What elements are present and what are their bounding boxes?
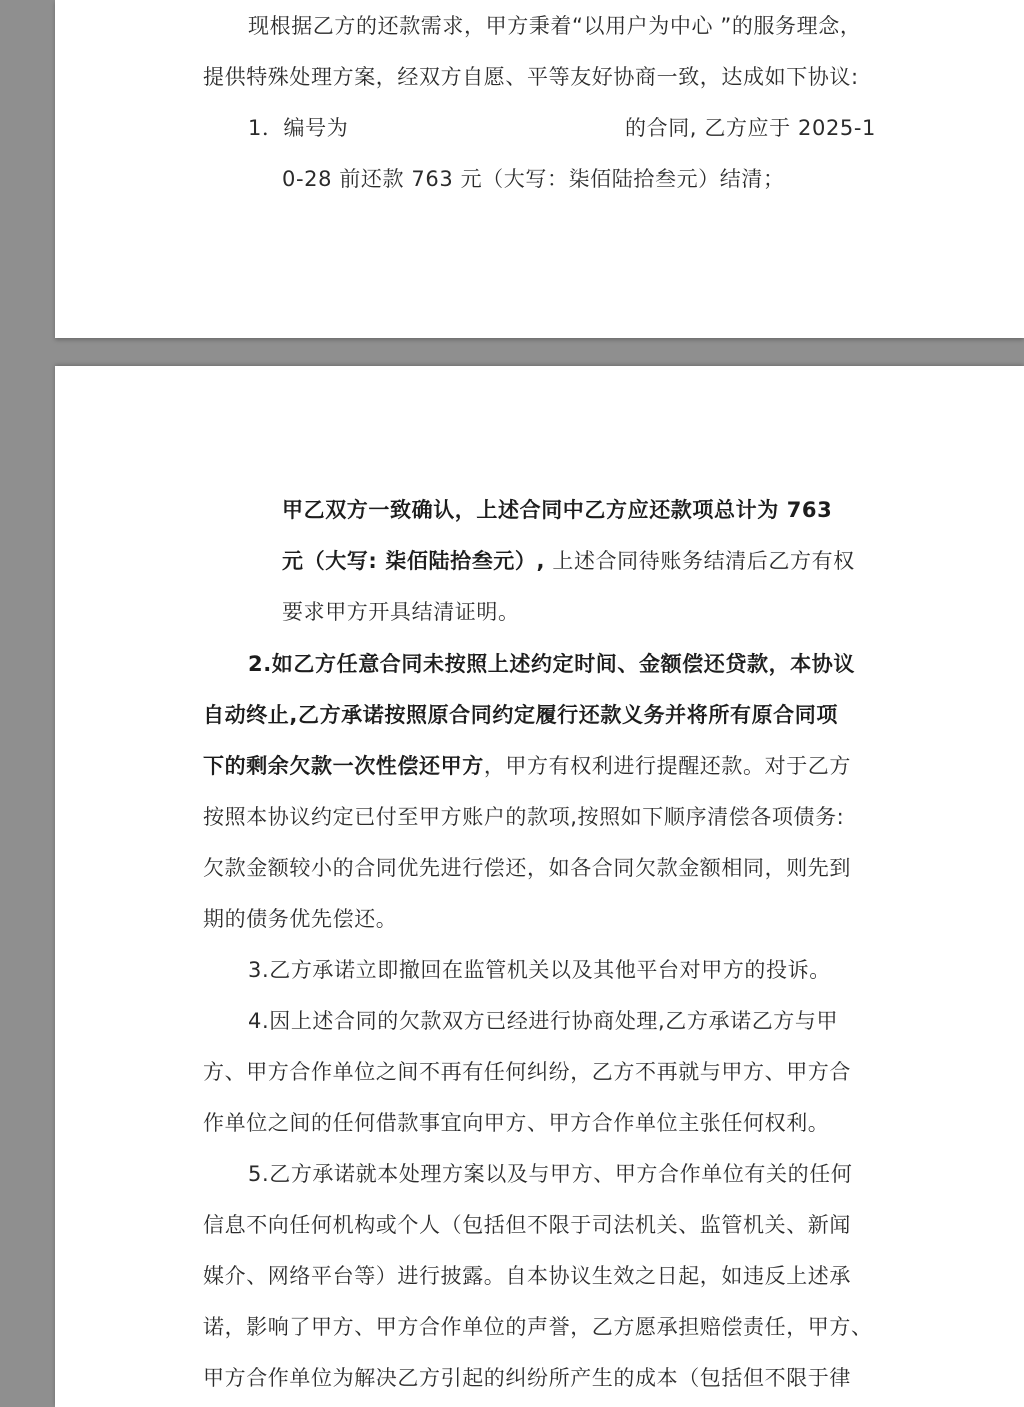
item-2-line: 期的债务优先偿还。 [203, 907, 398, 931]
item-2-line: 按照本协议约定已付至甲方账户的款项,按照如下顺序清偿各项债务: [203, 805, 845, 829]
item-4-line: 方、甲方合作单位之间不再有任何纠纷，乙方不再就与甲方、甲方合 [203, 1060, 851, 1084]
item-3-line: 3.乙方承诺立即撤回在监管机关以及其他平台对甲方的投诉。 [248, 958, 831, 982]
paragraph-line: 提供特殊处理方案，经双方自愿、平等友好协商一致，达成如下协议: [203, 65, 859, 89]
item-5-line: 诺，影响了甲方、甲方合作单位的声誉，乙方愿承担赔偿责任，甲方、 [203, 1315, 873, 1339]
item-5-line: 媒介、网络平台等）进行披露。自本协议生效之日起，如违反上述承 [203, 1264, 851, 1288]
document-page-1 [55, 0, 1024, 338]
item-1-text-continued: 0-28 前还款 763 元（大写：柒佰陆拾叁元）结清； [282, 167, 785, 191]
confirm-bold-text: 元（大写: 柒佰陆拾叁元）, [282, 549, 546, 573]
redaction-mask [353, 112, 623, 146]
item-1-number-label: 1．编号为 [248, 116, 349, 140]
item-2-plain-text: ，甲方有权利进行提醒还款。对于乙方 [483, 754, 852, 778]
item-2-line: 欠款金额较小的合同优先进行偿还，如各合同欠款金额相同，则先到 [203, 856, 851, 880]
item-2-line: 自动终止,乙方承诺按照原合同约定履行还款义务并将所有原合同项 [203, 703, 838, 727]
item-1-text: 的合同, 乙方应于 2025-1 [625, 116, 877, 140]
item-5-line: 信息不向任何机构或个人（包括但不限于司法机关、监管机关、新闻 [203, 1213, 851, 1237]
item-2-line [203, 751, 851, 781]
item-4-line: 4.因上述合同的欠款双方已经进行协商处理,乙方承诺乙方与甲 [248, 1009, 839, 1033]
paragraph-line: 现根据乙方的还款需求，甲方秉着“以用户为中心 ”的服务理念， [248, 14, 862, 38]
item-2-bold-text: 下的剩余欠款一次性偿还甲方 [203, 754, 484, 778]
confirm-line: 要求甲方开具结清证明。 [282, 600, 520, 624]
item-4-line: 作单位之间的任何借款事宜向甲方、甲方合作单位主张任何权利。 [203, 1111, 830, 1135]
item-5-line: 5.乙方承诺就本处理方案以及与甲方、甲方合作单位有关的任何 [248, 1162, 853, 1186]
confirm-line [282, 546, 855, 576]
confirm-plain-text: 上述合同待账务结清后乙方有权 [545, 549, 855, 573]
confirm-line: 甲乙双方一致确认，上述合同中乙方应还款项总计为 763 [282, 498, 833, 522]
item-2-line: 2.如乙方任意合同未按照上述约定时间、金额偿还贷款，本协议 [248, 652, 855, 676]
item-5-line: 甲方合作单位为解决乙方引起的纠纷所产生的成本（包括但不限于律 [203, 1366, 851, 1390]
document-page-2 [55, 366, 1024, 1407]
